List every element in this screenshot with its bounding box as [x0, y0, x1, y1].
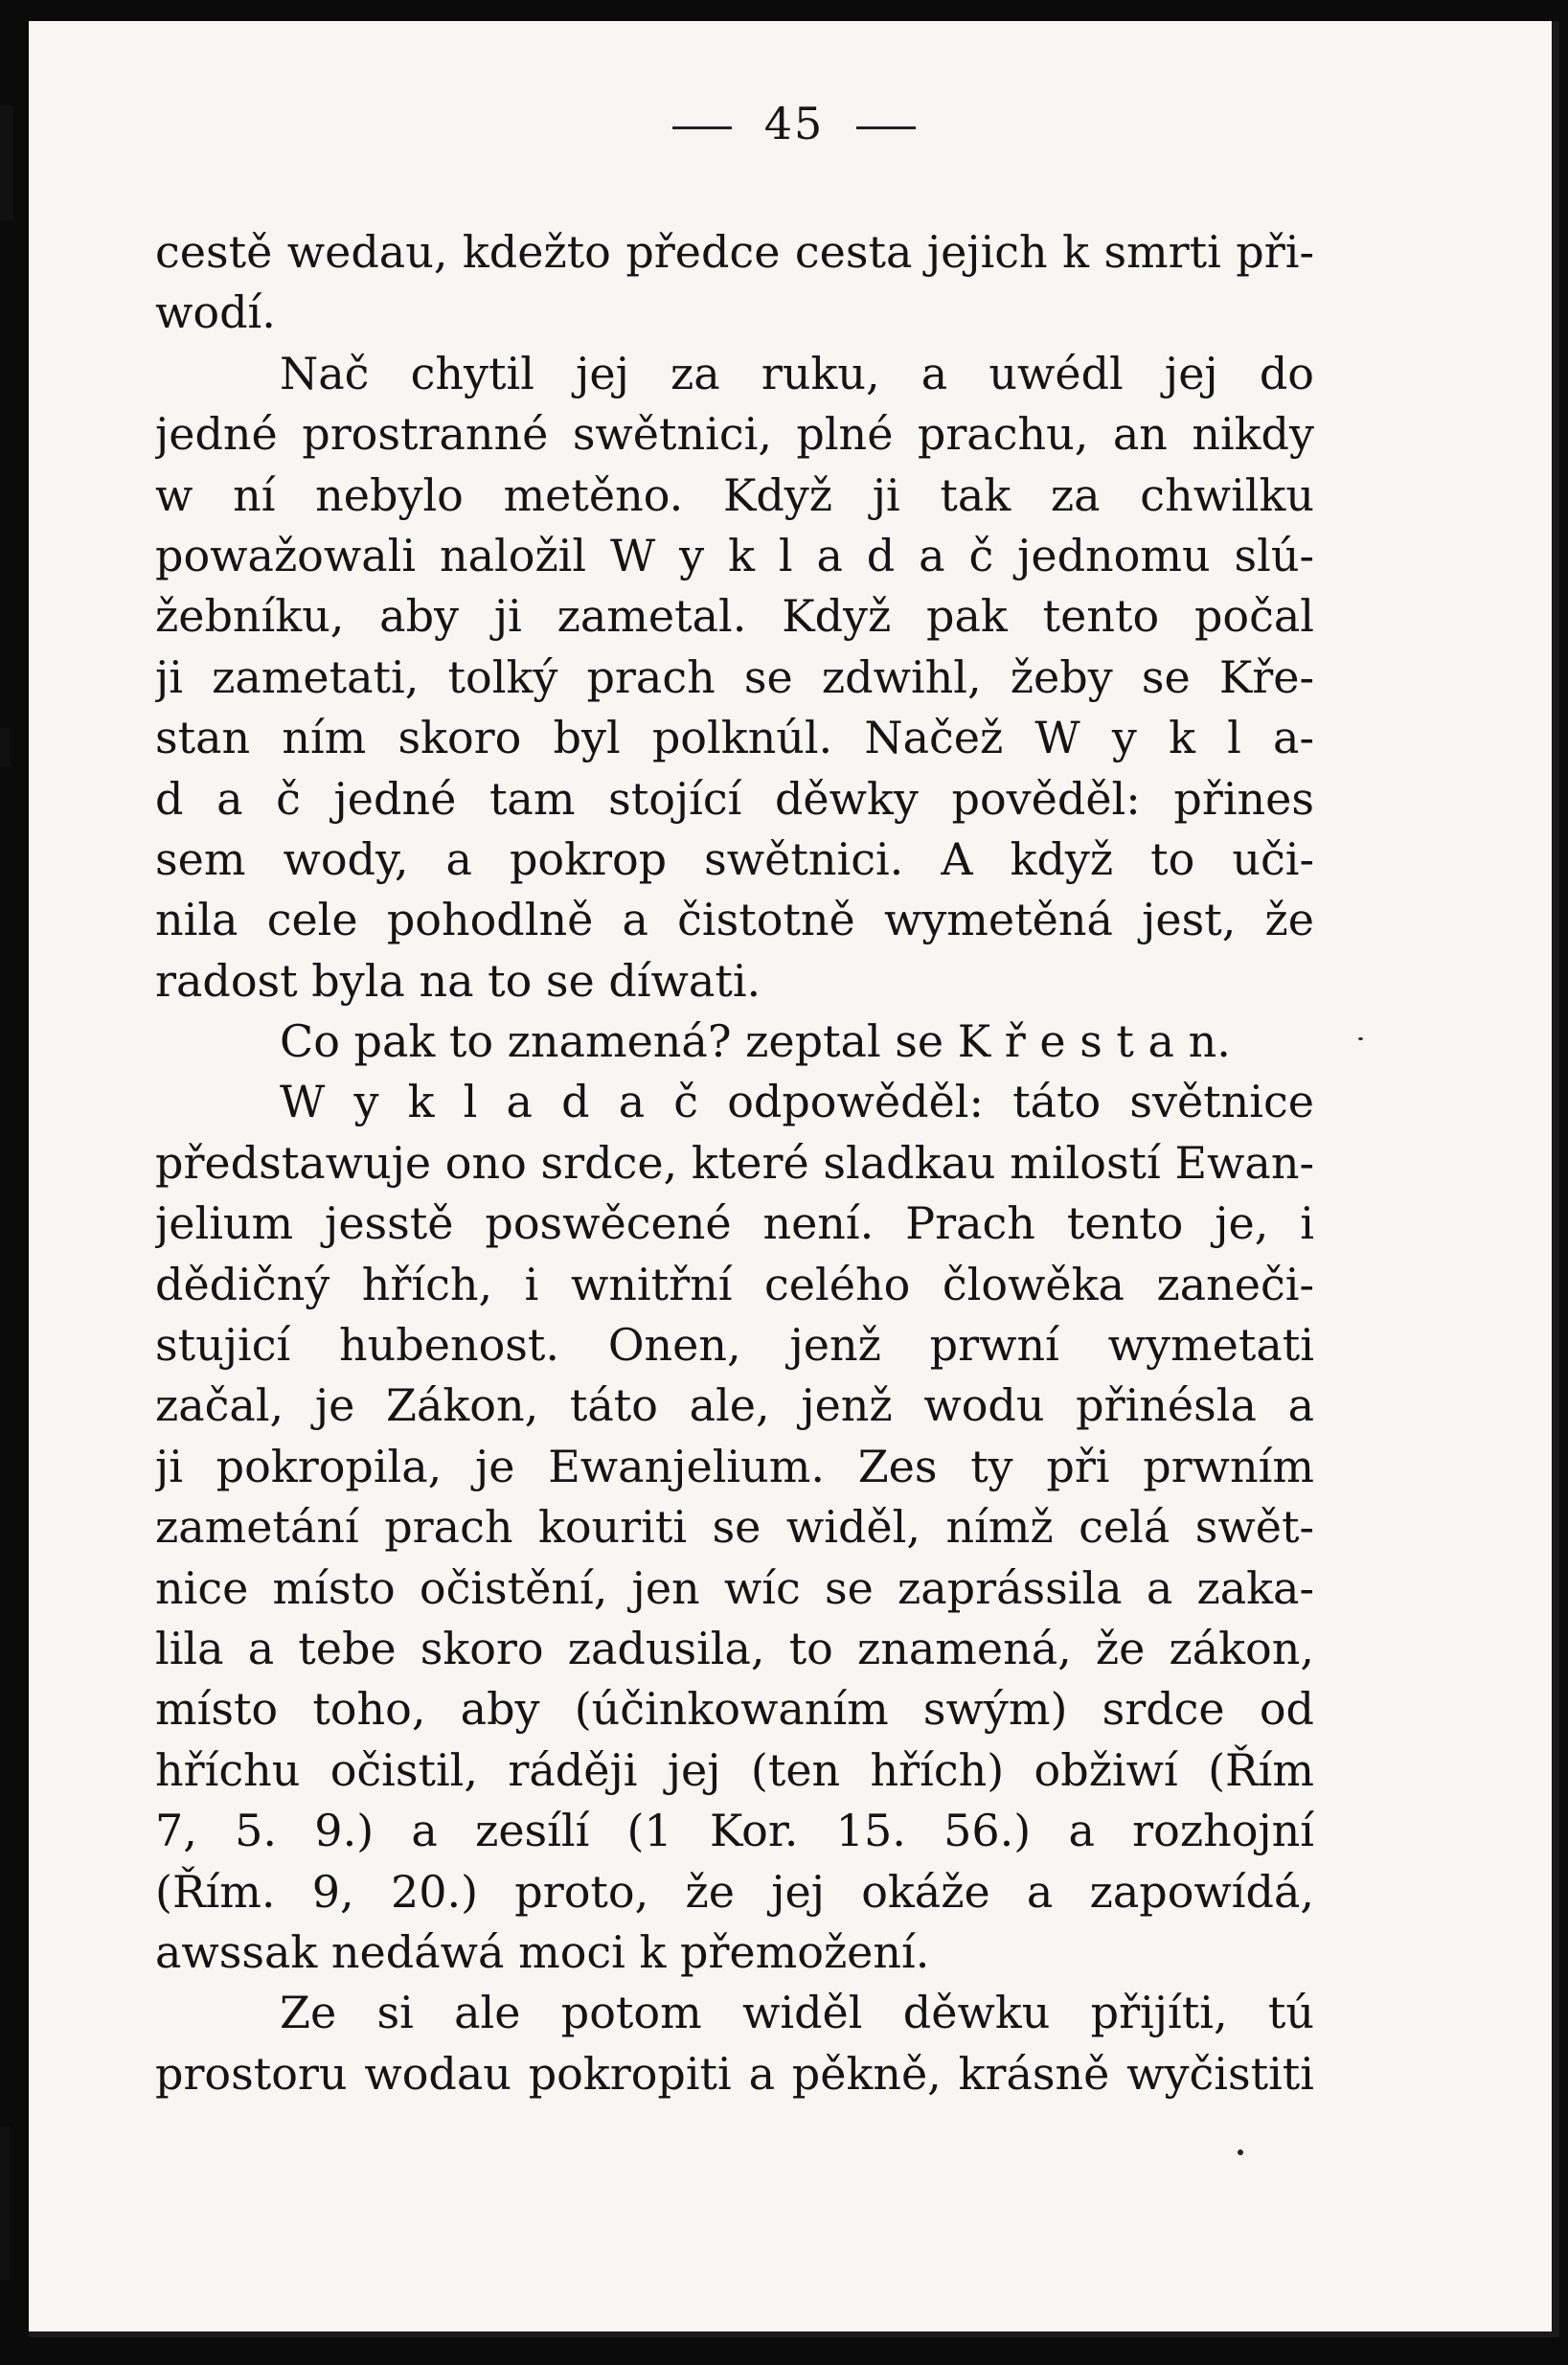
text-line: w ní nebylo metěno. Když ji tak za chwilku	[155, 468, 1314, 521]
text-line: ji pokropila, je Ewanjelium. Zes ty při prwním	[155, 1440, 1314, 1492]
header-dash-left	[672, 126, 732, 129]
text-line: Co pak to znamená? zeptal se K ř e s t a n.	[280, 1015, 1231, 1068]
text-line: lila a tebe skoro zadusila, to znamená, že zákon,	[155, 1622, 1314, 1674]
text-line: nice místo očistění, jen wíc se zaprássila a zaka-	[155, 1561, 1314, 1614]
header-dash-right	[856, 126, 916, 129]
print-speck	[1358, 1037, 1363, 1040]
text-line: sem wody, a pokrop swětnici. A když to uči-	[155, 832, 1314, 885]
text-line: prostoru wodau pokropiti a pěkně, krásně wyčistiti	[155, 2047, 1314, 2100]
book-page	[29, 21, 1559, 2337]
text-line: dědičný hřích, i wnitřní celého člowěka zaneči-	[155, 1258, 1314, 1310]
text-line: radost byla na to se díwati.	[155, 954, 761, 1007]
page-number: 45	[763, 98, 825, 149]
text-line: awssak nedáwá moci k přemožení.	[155, 1925, 930, 1978]
text-line: žebníku, aby ji zametal. Když pak tento počal	[155, 590, 1314, 643]
text-line: ji zametati, tolký prach se zdwihl, žeby se Kře-	[155, 650, 1314, 703]
text-line: 7, 5. 9.) a zesílí (1 Kor. 15. 56.) a rozhojní	[155, 1805, 1314, 1857]
binding-edge-mark	[0, 2126, 10, 2280]
text-line: nila cele pohodlně a čistotně wymetěná jest, že	[155, 894, 1314, 946]
text-line: začal, je Zákon, táto ale, jenž wodu přinésla a	[155, 1379, 1314, 1432]
text-line: wodí.	[155, 286, 276, 339]
print-speck	[1238, 2149, 1243, 2155]
page-header	[29, 98, 1559, 149]
text-line: stan ním skoro byl polknúl. Načež W y k l a-	[155, 712, 1314, 764]
text-line: předstawuje ono srdce, které sladkau milostí Ewan-	[155, 1136, 1314, 1189]
text-line: zametání prach kouriti se widěl, nímž celá swět-	[155, 1501, 1314, 1554]
text-line: (Řím. 9, 20.) proto, že jej okáže a zapowídá,	[155, 1865, 1314, 1918]
text-line: cestě wedau, kdežto předce cesta jejich k smrti při-	[155, 226, 1314, 278]
text-line: Nač chytil jej za ruku, a uwédl jej do	[280, 347, 1314, 399]
binding-edge-mark	[0, 728, 10, 766]
text-line: jelium jesstě poswěcené není. Prach tento je, i	[155, 1197, 1314, 1250]
text-line: W y k l a d a č odpowěděl: táto světnice	[280, 1076, 1314, 1128]
text-line: místo toho, aby (účinkowaním swým) srdce od	[155, 1683, 1314, 1736]
text-line: jedné prostranné swětnici, plné prachu, an nikdy	[155, 408, 1314, 461]
text-line: d a č jedné tam stojící děwky pověděl: přines	[155, 772, 1314, 825]
text-line: powažowali naložil W y k l a d a č jednomu slú-	[155, 529, 1314, 581]
text-line: Ze si ale potom widěl děwku přijíti, tú	[280, 1987, 1314, 2039]
text-line: stujicí hubenost. Onen, jenž prwní wymetati	[155, 1319, 1314, 1372]
page-body-text	[155, 222, 1314, 2104]
binding-edge-mark	[0, 105, 13, 220]
text-line: hříchu očistil, ráději jej (ten hřích) obžiwí (Řím	[155, 1743, 1314, 1796]
